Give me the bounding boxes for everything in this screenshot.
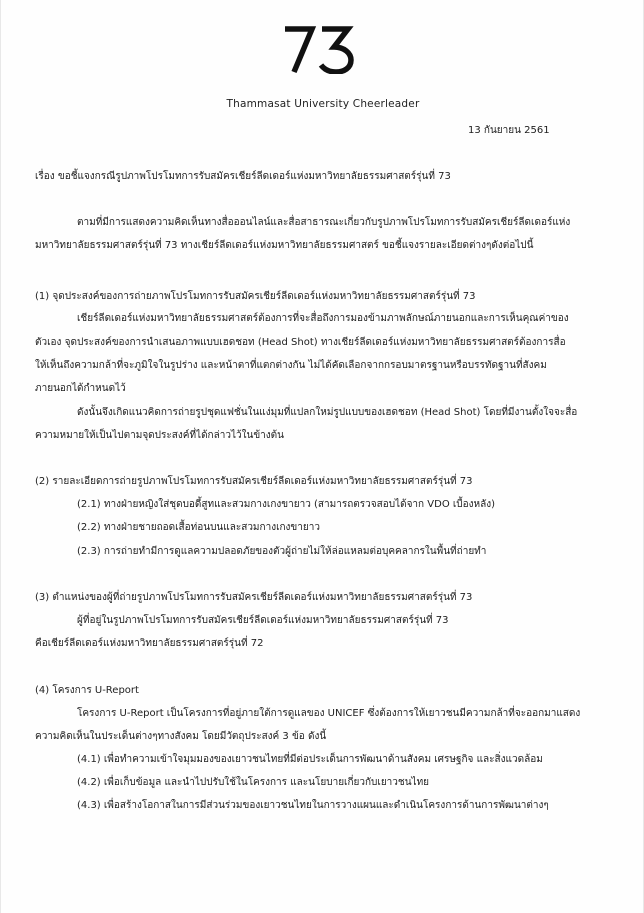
intro-line-1: ตามที่มีการแสดงความคิดเห็นทางสื่อออนไลน์และสื่อสาธารณะเกี่ยวกับรูปภาพโปรโมทการรับสมัครเชียร์ลีดเดอร์แห่ง	[77, 217, 571, 228]
section-1-line: ความหมายให้เป็นไปตามจุดประสงค์ที่ได้กล่าวไว้ในข้างต้น	[35, 430, 284, 441]
organization-name: Thammasat University Cheerleader	[226, 98, 420, 110]
section-2-item: (2.2) ทางฝ่ายชายถอดเสื้อท่อนบนและสวมกางเกงขายาว	[77, 522, 320, 533]
section-3-line: ผู้ที่อยู่ในรูปภาพโปรโมทการรับสมัครเชียร์ลีดเดอร์แห่งมหาวิทยาลัยธรรมศาสตร์รุ่นที่ 73	[77, 615, 449, 626]
section-3-line: คือเชียร์ลีดเดอร์แห่งมหาวิทยาลัยธรรมศาสตร์รุ่นที่ 72	[35, 638, 264, 649]
letter-date: 13 กันยายน 2561	[468, 125, 550, 136]
section-2-item: (2.3) การถ่ายทำมีการดูแลความปลอดภัยของตัวผู้ถ่ายไม่ให้ล่อแหลมต่อบุคคลากรในพื้นที่ถ่ายทำ	[77, 546, 487, 557]
section-4-item: (4.3) เพื่อสร้างโอกาสในการมีส่วนร่วมของเยาวชนไทยในการวางแผนและดำเนินโครงการด้านการพัฒนาต่างๆ	[77, 800, 549, 811]
section-1-line: เชียร์ลีดเดอร์แห่งมหาวิทยาลัยธรรมศาสตร์ต้องการที่จะสื่อถึงการมองข้ามภาพลักษณ์ภายนอกและการเห็นคุณค่าของ	[77, 313, 569, 324]
section-4-line: โครงการ U-Report เป็นโครงการที่อยู่ภายใต้การดูแลของ UNICEF ซึ่งต้องการให้เยาวชนมีความกล้าที่จะออกมาแสดง	[77, 708, 581, 719]
section-4-line: ความคิดเห็นในประเด็นต่างๆทางสังคม โดยมีวัตถุประสงค์ 3 ข้อ ดังนี้	[35, 731, 327, 742]
section-3-heading: (3) ตำแหน่งของผู้ที่ถ่ายรูปภาพโปรโมทการรับสมัครเชียร์ลีดเดอร์แห่งมหาวิทยาลัยธรรมศาสตร์รุ่นที่ 73	[35, 592, 473, 603]
letter-subject: เรื่อง ขอชี้แจงกรณีรูปภาพโปรโมทการรับสมัครเชียร์ลีดเดอร์แห่งมหาวิทยาลัยธรรมศาสตร์รุ่นที่ 73	[35, 171, 451, 182]
section-2-item: (2.1) ทางฝ่ายหญิงใส่ชุดบอดี้สูทและสวมกางเกงขายาว (สามารถตรวจสอบได้จาก VDO เบื้องหลัง)	[77, 499, 496, 510]
section-2-heading: (2) รายละเอียดการถ่ายรูปภาพโปรโมทการรับสมัครเชียร์ลีดเดอร์แห่งมหาวิทยาลัยธรรมศาสตร์รุ่นที่ 73	[35, 476, 473, 487]
section-1-heading: (1) จุดประสงค์ของการถ่ายภาพโปรโมทการรับสมัครเชียร์ลีดเดอร์แห่งมหาวิทยาลัยธรรมศาสตร์รุ่นที่ 73	[35, 291, 476, 302]
section-4-heading: (4) โครงการ U-Report	[35, 685, 139, 696]
section-4-item: (4.2) เพื่อเก็บข้อมูล และนำไปปรับใช้ในโครงการ และนโยบายเกี่ยวกับเยาวชนไทย	[77, 777, 430, 788]
logo-73	[282, 26, 354, 74]
section-1-line: ตัวเอง จุดประสงค์ของการนำเสนอภาพแบบเฮดชอท (Head Shot) ทางเชียร์ลีดเดอร์แห่งมหาวิทยาลัยธรรมศาสตร์ต้องการสื่อ	[35, 337, 566, 348]
section-4-item: (4.1) เพื่อทำความเข้าใจมุมมองของเยาวชนไทยที่มีต่อประเด็นการพัฒนาด้านสังคม เศรษฐกิจ และสิ่งแวดล้อม	[77, 754, 543, 765]
section-1-line: ดังนั้นจึงเกิดแนวคิดการถ่ายรูปชุดแฟชั่นในแง่มุมที่แปลกใหม่รูปแบบของเฮดชอท (Head Shot) โดยที่มีงานตั้งใจจะสื่อ	[77, 407, 578, 418]
section-1-line: ภายนอกได้กำหนดไว้	[35, 383, 126, 394]
section-1-line: ให้เห็นถึงความกล้าที่จะภูมิใจในรูปร่าง และหน้าตาที่แตกต่างกัน ไม่ได้คัดเลือกจากกรอบมาตรฐานหรือบรรทัดฐานที่สังคม	[35, 360, 547, 371]
intro-line-2: มหาวิทยาลัยธรรมศาสตร์รุ่นที่ 73 ทางเชียร์ลีดเดอร์แห่งมหาวิทยาลัยธรรมศาสตร์ ขอชี้แจงรายละเอียดต่างๆดังต่อไปนี้	[35, 240, 534, 251]
